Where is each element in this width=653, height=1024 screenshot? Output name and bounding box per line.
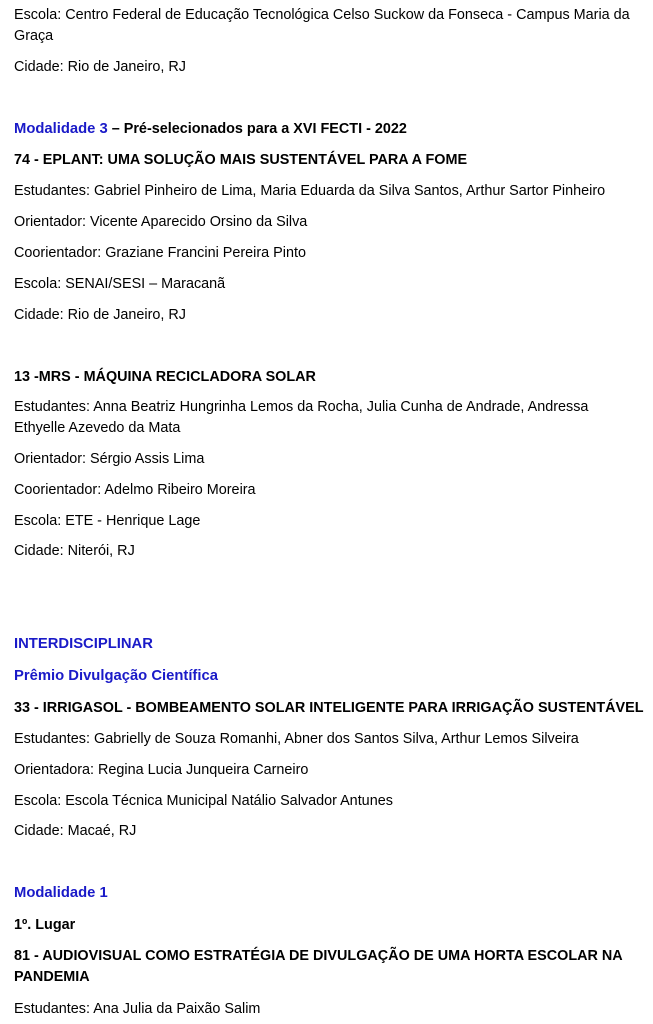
project-33-orientadora: Orientadora: Regina Lucia Junqueira Carneiro (14, 762, 309, 778)
project-33-title: 33 - IRRIGASOL - BOMBEAMENTO SOLAR INTELIGENTE PARA IRRIGAÇÃO SUSTENTÁVEL (14, 700, 644, 716)
project-13-escola: Escola: ETE - Henrique Lage (14, 513, 201, 529)
project-33-estudantes: Estudantes: Gabrielly de Souza Romanhi, Abner dos Santos Silva, Arthur Lemos Silveira (14, 731, 579, 747)
modalidade-3-heading: Modalidade 3 (14, 121, 108, 137)
project-74-coorientador: Coorientador: Graziane Francini Pereira Pinto (14, 245, 306, 261)
project-74-escola: Escola: SENAI/SESI – Maracanã (14, 276, 226, 292)
project-74-estudantes: Estudantes: Gabriel Pinheiro de Lima, Maria Eduarda da Silva Santos, Arthur Sartor Pinheiro (14, 183, 606, 199)
project-33-cidade: Cidade: Macaé, RJ (14, 823, 137, 839)
project-13-coorientador: Coorientador: Adelmo Ribeiro Moreira (14, 482, 256, 498)
prev-cidade: Cidade: Rio de Janeiro, RJ (14, 59, 186, 75)
modalidade-3-heading-line (14, 119, 633, 140)
project-81-estudantes: Estudantes: Ana Julia da Paixão Salim (14, 1001, 261, 1017)
modalidade-3-subtitle: – Pré-selecionados para a XVI FECTI - 2022 (111, 121, 407, 137)
project-74-cidade: Cidade: Rio de Janeiro, RJ (14, 307, 186, 323)
project-74-orientador: Orientador: Vicente Aparecido Orsino da Silva (14, 214, 308, 230)
primeiro-lugar: 1º. Lugar (14, 917, 76, 933)
prev-escola: Escola: Centro Federal de Educação Tecnológica Celso Suckow da Fonseca - Campus Maria da Graça (14, 7, 630, 44)
project-13-estudantes: Estudantes: Anna Beatriz Hungrinha Lemos da Rocha, Julia Cunha de Andrade, Andressa Ethyelle Azevedo da Mata (14, 399, 589, 436)
project-13-orientador: Orientador: Sérgio Assis Lima (14, 451, 205, 467)
modalidade-1-heading: Modalidade 1 (14, 885, 108, 901)
project-13-cidade: Cidade: Niterói, RJ (14, 543, 135, 559)
project-33-escola: Escola: Escola Técnica Municipal Natálio Salvador Antunes (14, 793, 393, 809)
premio-divulgacao-heading: Prêmio Divulgação Científica (14, 668, 218, 684)
interdisciplinar-heading: INTERDISCIPLINAR (14, 636, 153, 652)
project-74-title: 74 - EPLANT: UMA SOLUÇÃO MAIS SUSTENTÁVEL PARA A FOME (14, 152, 468, 168)
project-13-title: 13 -MRS - MÁQUINA RECICLADORA SOLAR (14, 369, 316, 385)
project-81-title: 81 - AUDIOVISUAL COMO ESTRATÉGIA DE DIVULGAÇÃO DE UMA HORTA ESCOLAR NA PANDEMIA (14, 948, 623, 985)
